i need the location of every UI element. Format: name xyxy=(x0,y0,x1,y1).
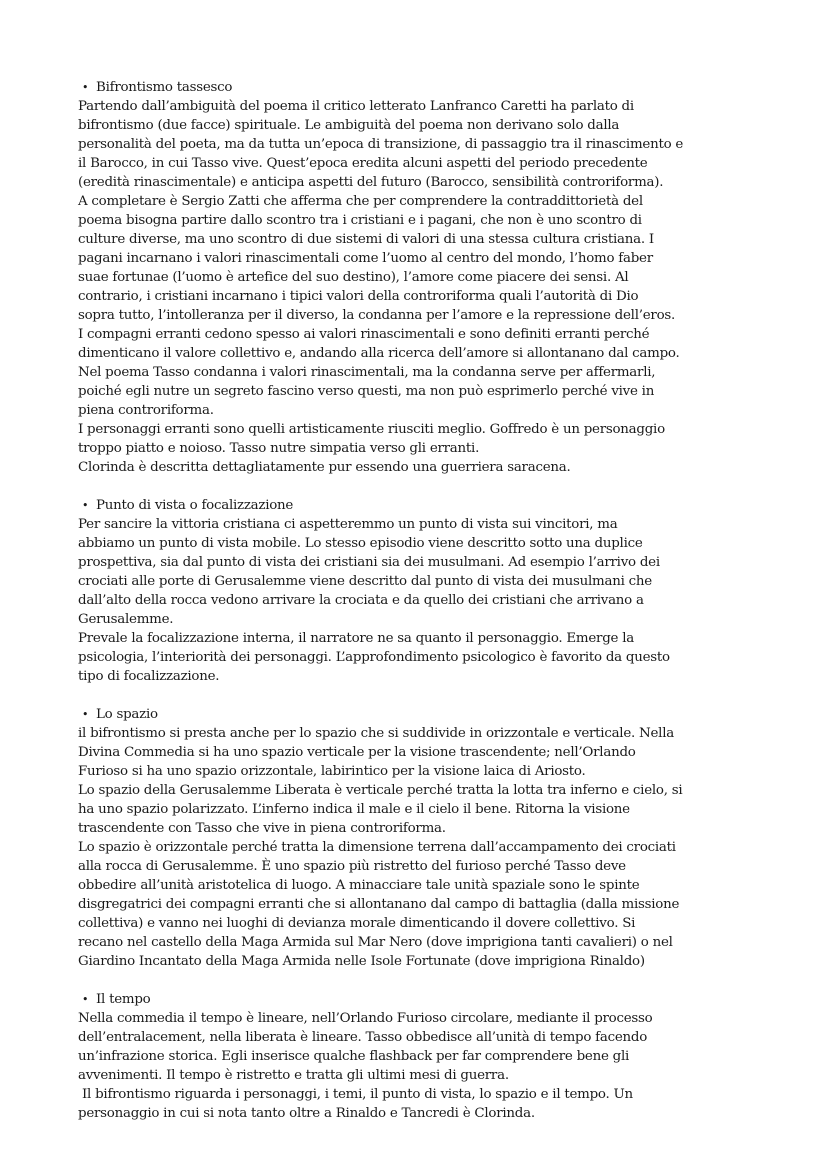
paragraph-line: suae fortunae (l’uomo è artefice del suo destino), l’amore come piacere dei sensi. Al xyxy=(78,270,629,285)
paragraph-line: piena controriforma. xyxy=(78,403,214,418)
paragraph-line: dall’alto della rocca vedono arrivare la crociata e da quello dei cristiani che arrivano a xyxy=(78,593,644,608)
paragraph-line: alla rocca di Gerusalemme. È uno spazio più ristretto del furioso perché Tasso deve xyxy=(78,859,626,874)
paragraph-line: Prevale la focalizzazione interna, il narratore ne sa quanto il personaggio. Emerge la xyxy=(78,631,634,646)
paragraph-line: personaggio in cui si nota tanto oltre a Rinaldo e Tancredi è Clorinda. xyxy=(78,1106,535,1121)
paragraph-line: recano nel castello della Maga Armida sul Mar Nero (dove imprigiona tanti cavalieri) o nel xyxy=(78,935,673,950)
paragraph-line: Clorinda è descritta dettagliatamente pur essendo una guerriera saracena. xyxy=(78,460,571,475)
paragraph-line: disgregatrici dei compagni erranti che si allontanano dal campo di battaglia (dalla missione xyxy=(78,897,680,912)
section-heading xyxy=(78,705,778,724)
section-heading xyxy=(78,78,778,97)
section-lo-spazio xyxy=(78,705,778,971)
bullet-icon: • xyxy=(82,499,89,512)
paragraph-line: collettiva) e vanno nei luoghi di devianza morale dimenticando il dovere collettivo. Si xyxy=(78,916,636,931)
paragraph-line: poiché egli nutre un segreto fascino verso questi, ma non può esprimerlo perché vive in xyxy=(78,384,655,399)
paragraph-line: Lo spazio è orizzontale perché tratta la dimensione terrena dall’accampamento dei crociati xyxy=(78,840,676,855)
paragraph-line: dell’entralacement, nella liberata è lineare. Tasso obbedisce all’unità di tempo facendo xyxy=(78,1030,648,1045)
heading-text: Il tempo xyxy=(96,992,151,1007)
section-punto-di-vista xyxy=(78,496,778,686)
paragraph-line: bifrontismo (due facce) spirituale. Le ambiguità del poema non derivano solo dalla xyxy=(78,118,620,133)
paragraph-line: (eredità rinascimentale) e anticipa aspetti del futuro (Barocco, sensibilità controriforma). xyxy=(78,175,664,190)
paragraph-line: I personaggi erranti sono quelli artisticamente riusciti meglio. Goffredo è un personaggio xyxy=(78,422,665,437)
bullet-icon: • xyxy=(82,81,89,94)
paragraph-line: avvenimenti. Il tempo è ristretto e tratta gli ultimi mesi di guerra. xyxy=(78,1068,509,1083)
paragraph-line: psicologia, l’interiorità dei personaggi. L’approfondimento psicologico è favorito da questo xyxy=(78,650,670,665)
document-page xyxy=(78,78,778,1142)
paragraph-line: crociati alle porte di Gerusalemme viene descritto dal punto di vista dei musulmani che xyxy=(78,574,652,589)
section-il-tempo xyxy=(78,990,778,1123)
paragraph-line: trascendente con Tasso che vive in piena controriforma. xyxy=(78,821,446,836)
paragraph-line: I compagni erranti cedono spesso ai valori rinascimentali e sono definiti erranti perché xyxy=(78,327,650,342)
paragraph-line: pagani incarnano i valori rinascimentali come l’uomo al centro del mondo, l’homo faber xyxy=(78,251,653,266)
paragraph-line: prospettiva, sia dal punto di vista dei cristiani sia dei musulmani. Ad esempio l’arrivo dei xyxy=(78,555,660,570)
paragraph-line: A completare è Sergio Zatti che afferma che per comprendere la contraddittorietà del xyxy=(78,194,643,209)
heading-text: Punto di vista o focalizzazione xyxy=(96,498,294,513)
paragraph-line: troppo piatto e noioso. Tasso nutre simpatia verso gli erranti. xyxy=(78,441,480,456)
section-heading xyxy=(78,990,778,1009)
paragraph-line: obbedire all’unità aristotelica di luogo. A minacciare tale unità spaziale sono le spinte xyxy=(78,878,640,893)
paragraph-line: Nella commedia il tempo è lineare, nell’Orlando Furioso circolare, mediante il processo xyxy=(78,1011,653,1026)
paragraph-line: Partendo dall’ambiguità del poema il critico letterato Lanfranco Caretti ha parlato di xyxy=(78,99,634,114)
bullet-icon: • xyxy=(82,993,89,1006)
paragraph-line: culture diverse, ma uno scontro di due sistemi di valori di una stessa cultura cristiana. I xyxy=(78,232,654,247)
paragraph-line: dimenticano il valore collettivo e, andando alla ricerca dell’amore si allontanano dal campo. xyxy=(78,346,680,361)
paragraph-line: Divina Commedia si ha uno spazio verticale per la visione trascendente; nell’Orlando xyxy=(78,745,636,760)
paragraph-line: sopra tutto, l’intolleranza per il diverso, la condanna per l’amore e la repressione dell’eros. xyxy=(78,308,676,323)
section-bifrontismo-tassesco xyxy=(78,78,778,477)
paragraph-line: contrario, i cristiani incarnano i tipici valori della controriforma quali l’autorità di Dio xyxy=(78,289,639,304)
paragraph-line: Furioso si ha uno spazio orizzontale, labirintico per la visione laica di Ariosto. xyxy=(78,764,586,779)
heading-text: Lo spazio xyxy=(96,707,158,722)
paragraph-line: un’infrazione storica. Egli inserisce qualche flashback per far comprendere bene gli xyxy=(78,1049,630,1064)
paragraph-line: poema bisogna partire dallo scontro tra i cristiani e i pagani, che non è uno scontro di xyxy=(78,213,642,228)
paragraph-line: Lo spazio della Gerusalemme Liberata è verticale perché tratta la lotta tra inferno e cielo, si xyxy=(78,783,683,798)
paragraph-line: Per sancire la vittoria cristiana ci aspetteremmo un punto di vista sui vincitori, ma xyxy=(78,517,618,532)
section-heading xyxy=(78,496,778,515)
paragraph-line: il bifrontismo si presta anche per lo spazio che si suddivide in orizzontale e verticale. Nella xyxy=(78,726,674,741)
paragraph-line: personalità del poeta, ma da tutta un’epoca di transizione, di passaggio tra il rinascimento e xyxy=(78,137,684,152)
bullet-icon: • xyxy=(82,708,89,721)
paragraph-line: il Barocco, in cui Tasso vive. Quest’epoca eredita alcuni aspetti del periodo precedente xyxy=(78,156,648,171)
paragraph-line: tipo di focalizzazione. xyxy=(78,669,220,684)
heading-text: Bifrontismo tassesco xyxy=(96,80,233,95)
paragraph-line: ha uno spazio polarizzato. L’inferno indica il male e il cielo il bene. Ritorna la visione xyxy=(78,802,630,817)
paragraph-line: Il bifrontismo riguarda i personaggi, i temi, il punto di vista, lo spazio e il tempo. Un xyxy=(78,1087,633,1102)
paragraph-line: Giardino Incantato della Maga Armida nelle Isole Fortunate (dove imprigiona Rinaldo) xyxy=(78,954,645,969)
paragraph-line: Nel poema Tasso condanna i valori rinascimentali, ma la condanna serve per affermarli, xyxy=(78,365,656,380)
paragraph-line: abbiamo un punto di vista mobile. Lo stesso episodio viene descritto sotto una duplice xyxy=(78,536,643,551)
paragraph-line: Gerusalemme. xyxy=(78,612,174,627)
